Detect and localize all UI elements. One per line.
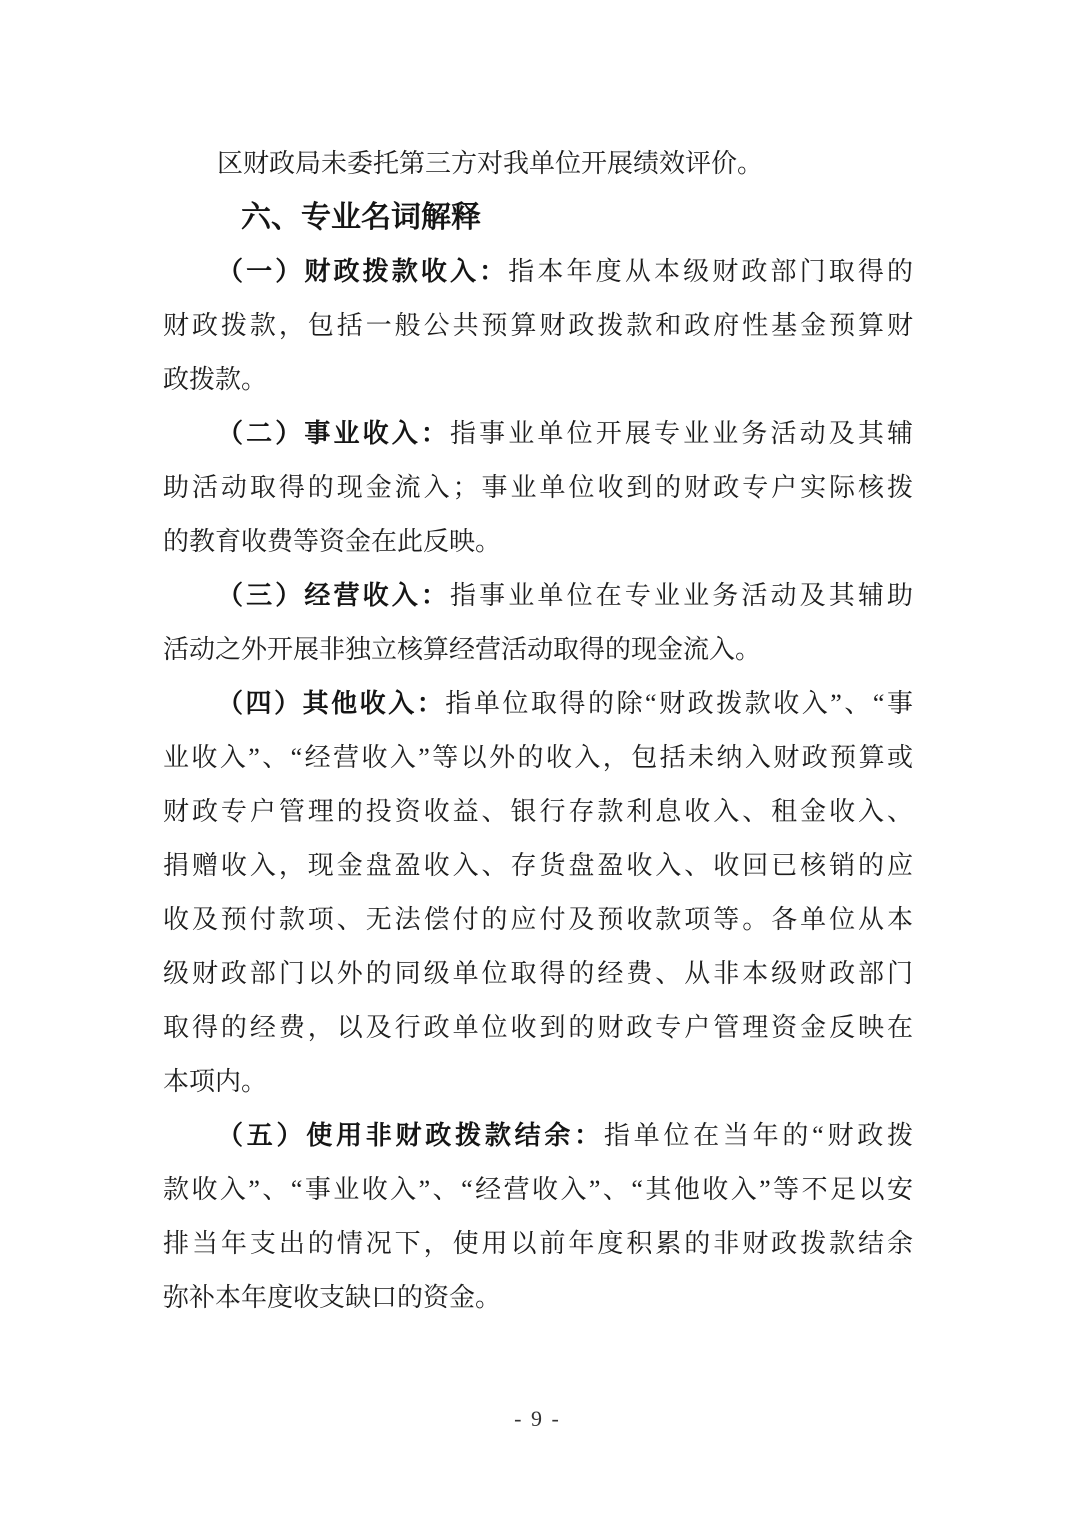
text-segment: 助活动取得的现金流入；事业单位收到的财政专户实际核拨 xyxy=(163,473,913,502)
text-segment: 弥补本年度收支缺口的资金。 xyxy=(163,1283,502,1312)
text-line-3 xyxy=(163,245,913,299)
text-line-16 xyxy=(163,947,913,1001)
text-segment: 活动之外开展非独立核算经营活动取得的现金流入。 xyxy=(163,635,762,664)
content-block xyxy=(163,137,913,1325)
term-label: 六、专业名词解释 xyxy=(241,201,481,234)
text-segment: 级财政部门以外的同级单位取得的经费、从非本级财政部门 xyxy=(163,959,913,988)
text-line-20 xyxy=(163,1163,913,1217)
text-segment: 财政拨款，包括一般公共预算财政拨款和政府性基金预算财 xyxy=(163,311,913,340)
text-segment: 本项内。 xyxy=(163,1067,268,1096)
text-line-8 xyxy=(163,515,913,569)
text-segment: 的教育收费等资金在此反映。 xyxy=(163,527,502,556)
term-label: （四）其他收入： xyxy=(217,689,446,718)
text-line-7 xyxy=(163,461,913,515)
text-segment: 政拨款。 xyxy=(163,365,268,394)
text-segment: 取得的经费，以及行政单位收到的财政专户管理资金反映在 xyxy=(163,1013,913,1042)
text-line-1 xyxy=(163,137,913,191)
section-heading xyxy=(163,191,913,245)
text-line-14 xyxy=(163,839,913,893)
text-line-17 xyxy=(163,1001,913,1055)
text-segment: 财政专户管理的投资收益、银行存款利息收入、租金收入、 xyxy=(163,797,913,826)
text-line-15 xyxy=(163,893,913,947)
text-segment: 收及预付款项、无法偿付的应付及预收款项等。各单位从本 xyxy=(163,905,913,934)
text-segment: 指事业单位开展专业业务活动及其辅 xyxy=(450,419,913,448)
text-line-19 xyxy=(163,1109,913,1163)
text-segment: 指单位在当年的“财政拨 xyxy=(603,1121,913,1150)
text-line-9 xyxy=(163,569,913,623)
text-line-5 xyxy=(163,353,913,407)
text-line-11 xyxy=(163,677,913,731)
term-label: （二）事业收入： xyxy=(217,419,451,448)
text-segment: 捐赠收入，现金盘盈收入、存货盘盈收入、收回已核销的应 xyxy=(163,851,913,880)
text-segment: 业收入”、“经营收入”等以外的收入，包括未纳入财政预算或 xyxy=(163,743,913,772)
text-line-6 xyxy=(163,407,913,461)
text-segment: 排当年支出的情况下，使用以前年度积累的非财政拨款结余 xyxy=(163,1229,913,1258)
text-segment: 款收入”、“事业收入”、“经营收入”、“其他收入”等不足以安 xyxy=(163,1175,913,1204)
term-label: （三）经营收入： xyxy=(217,581,451,610)
text-segment: 区财政局未委托第三方对我单位开展绩效评价。 xyxy=(217,149,764,178)
text-line-12 xyxy=(163,731,913,785)
page-number: - 9 - xyxy=(514,1406,561,1431)
text-line-22 xyxy=(163,1271,913,1325)
text-segment: 指本年度从本级财政部门取得的 xyxy=(508,257,913,286)
term-label: （五）使用非财政拨款结余： xyxy=(217,1121,604,1150)
text-line-4 xyxy=(163,299,913,353)
text-line-21 xyxy=(163,1217,913,1271)
text-line-13 xyxy=(163,785,913,839)
text-segment: 指事业单位在专业业务活动及其辅助 xyxy=(450,581,913,610)
text-line-10 xyxy=(163,623,913,677)
text-segment: 指单位取得的除“财政拨款收入”、“事 xyxy=(445,689,913,718)
text-line-18 xyxy=(163,1055,913,1109)
term-label: （一）财政拨款收入： xyxy=(217,257,509,286)
